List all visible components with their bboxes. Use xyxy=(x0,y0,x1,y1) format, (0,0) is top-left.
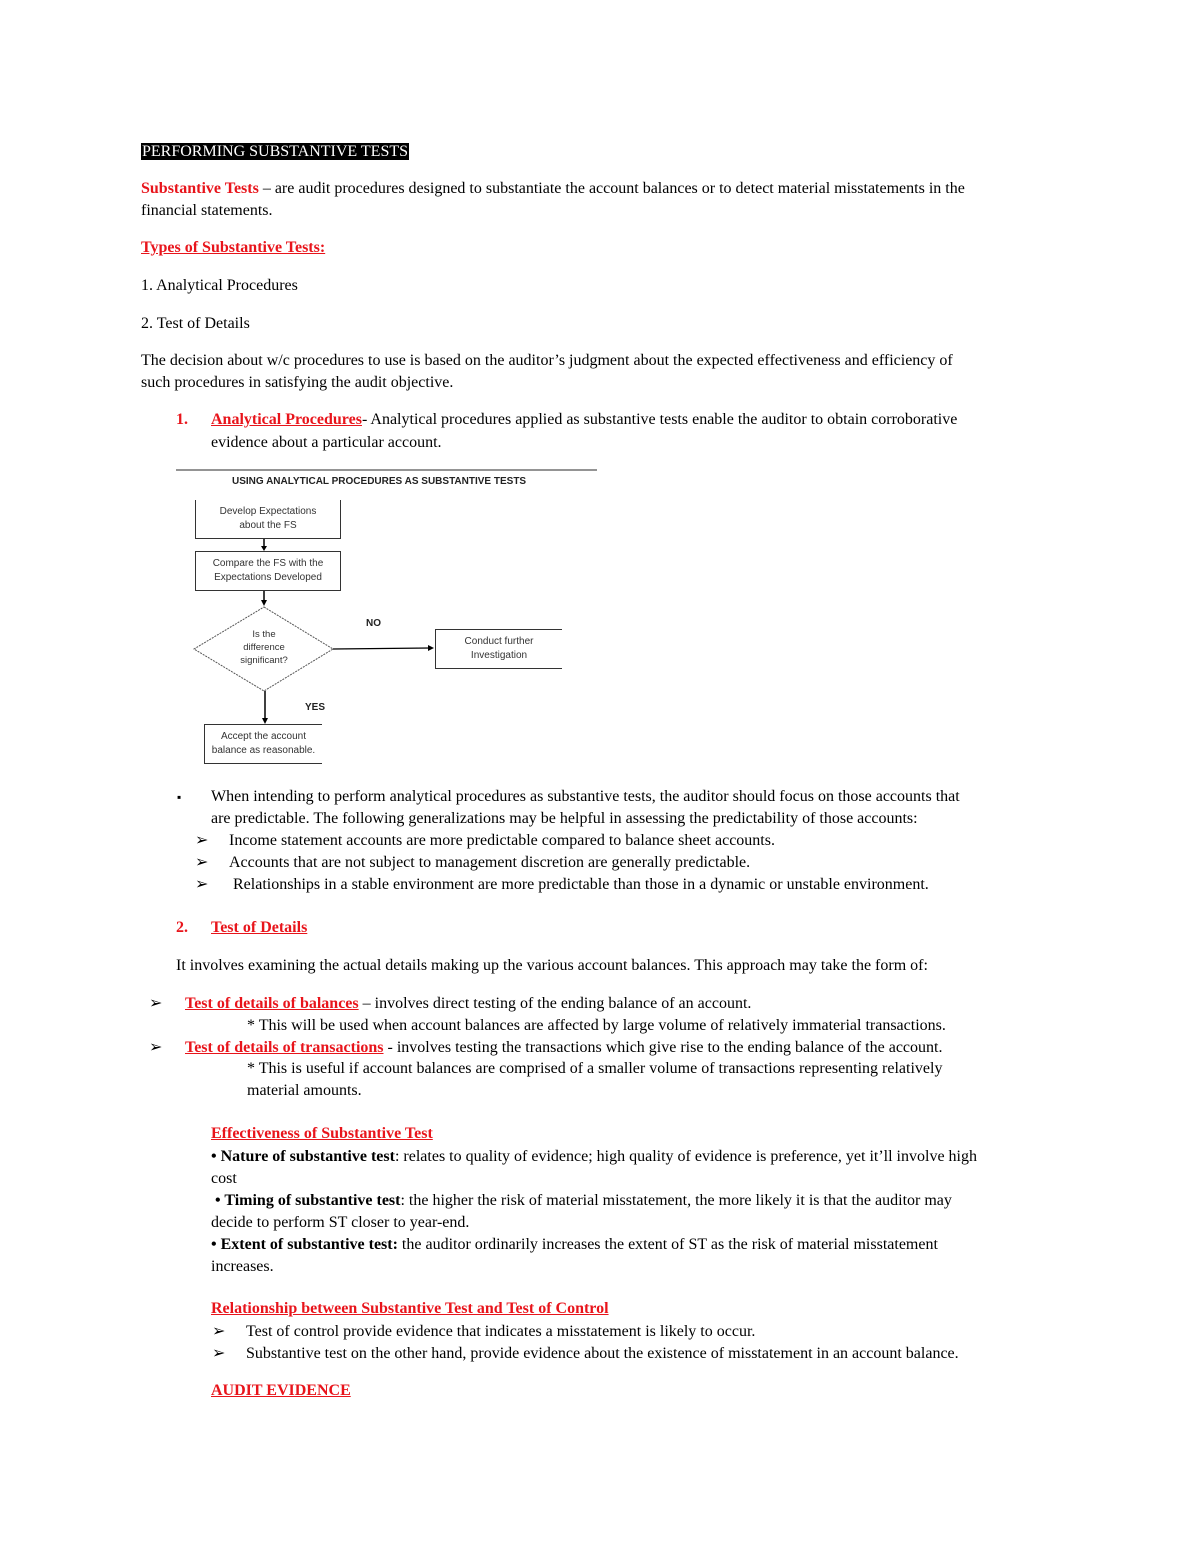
type-item: 2. Test of Details xyxy=(141,315,250,332)
effectiveness-item: • Timing of substantive test: the higher the risk of material misstatement, the more likely it is that the auditor may xyxy=(211,1192,952,1209)
section2-intro: It involves examining the actual details making up the various account balances. This approach may take the form of: xyxy=(176,957,928,974)
arrow-bullet-icon: ➢ xyxy=(195,876,209,893)
form-transactions: Test of details of transactions - involves testing the transactions which give rise to the ending balance of the account. xyxy=(185,1039,943,1056)
arrow-bullet-icon: ➢ xyxy=(212,1323,226,1340)
flowchart-yes-label: YES xyxy=(305,702,326,713)
effectiveness-item: • Extent of substantive test: the auditor ordinarily increases the extent of ST as the risk of material misstatement xyxy=(211,1236,938,1253)
effectiveness-item-cont: cost xyxy=(211,1170,237,1187)
flowchart-step-compare: Compare the FS with the Expectations Developed xyxy=(195,551,341,591)
arrow-bullet-icon: ➢ xyxy=(149,1039,163,1056)
arrow-bullet-icon: ➢ xyxy=(149,995,163,1012)
effectiveness-item-cont: decide to perform ST closer to year-end. xyxy=(211,1214,470,1231)
section2-heading: Test of Details xyxy=(211,919,308,936)
definition-line: Substantive Tests – are audit procedures designed to substantiate the account balances or to detect material misstatements in the xyxy=(141,180,965,197)
arrow-bullet-icon: ➢ xyxy=(212,1345,226,1362)
flowchart-no-result: Conduct further Investigation xyxy=(435,629,562,669)
effectiveness-item-cont: increases. xyxy=(211,1258,274,1275)
predictability-line: When intending to perform analytical procedures as substantive tests, the auditor should focus on those accounts that xyxy=(211,788,960,805)
type-item: 1. Analytical Procedures xyxy=(141,277,298,294)
predictability-item: Relationships in a stable environment are more predictable than those in a dynamic or unstable environment. xyxy=(233,876,929,893)
types-heading: Types of Substantive Tests: xyxy=(141,239,326,256)
relationship-item: Test of control provide evidence that indicates a misstatement is likely to occur. xyxy=(246,1323,756,1340)
flowchart-no-label: NO xyxy=(366,618,381,629)
relationship-item: Substantive test on the other hand, provide evidence about the existence of misstatement in an account balance. xyxy=(246,1345,959,1362)
section2-number: 2. xyxy=(176,919,188,936)
flowchart-yes-result: Accept the account balance as reasonable. xyxy=(204,724,322,764)
decision-paragraph: The decision about w/c procedures to use is based on the auditor’s judgment about the expected effectiveness and efficiency of xyxy=(141,352,953,369)
effectiveness-item: • Nature of substantive test: relates to quality of evidence; high quality of evidence is preference, yet it’ll involve high xyxy=(211,1148,977,1165)
form-note: material amounts. xyxy=(247,1082,362,1099)
predictability-item: Income statement accounts are more predictable compared to balance sheet accounts. xyxy=(229,832,775,849)
flowchart-decision: Is the difference significant? xyxy=(240,629,288,666)
page-title: PERFORMING SUBSTANTIVE TESTS xyxy=(142,143,409,160)
form-note: * This is useful if account balances are comprised of a smaller volume of transactions representing relatively xyxy=(247,1060,943,1077)
relationship-heading: Relationship between Substantive Test and Test of Control xyxy=(211,1300,609,1317)
section1-line-2: evidence about a particular account. xyxy=(211,434,442,451)
form-note: * This will be used when account balances are affected by large volume of relatively immaterial transactions. xyxy=(247,1017,946,1034)
decision-paragraph-2: such procedures in satisfying the audit objective. xyxy=(141,374,454,391)
definition-line-2: financial statements. xyxy=(141,202,273,219)
predictability-line-2: are predictable. The following generalizations may be helpful in assessing the predictability of those accounts: xyxy=(211,810,918,827)
flowchart-step-develop: Develop Expectations about the FS xyxy=(195,500,341,539)
audit-evidence-heading: AUDIT EVIDENCE xyxy=(211,1382,351,1399)
form-balances: Test of details of balances – involves direct testing of the ending balance of an account. xyxy=(185,995,752,1012)
section1-number: 1. xyxy=(176,411,188,428)
arrow-bullet-icon: ➢ xyxy=(195,854,209,871)
square-bullet-icon: ▪ xyxy=(177,790,182,804)
flowchart-title: USING ANALYTICAL PROCEDURES AS SUBSTANTIVE TESTS xyxy=(232,476,527,487)
effectiveness-heading: Effectiveness of Substantive Test xyxy=(211,1125,433,1142)
predictability-item: Accounts that are not subject to management discretion are generally predictable. xyxy=(229,854,751,871)
arrow-bullet-icon: ➢ xyxy=(195,832,209,849)
section1-line: Analytical Procedures- Analytical procedures applied as substantive tests enable the auditor to obtain corroborative xyxy=(211,411,958,428)
